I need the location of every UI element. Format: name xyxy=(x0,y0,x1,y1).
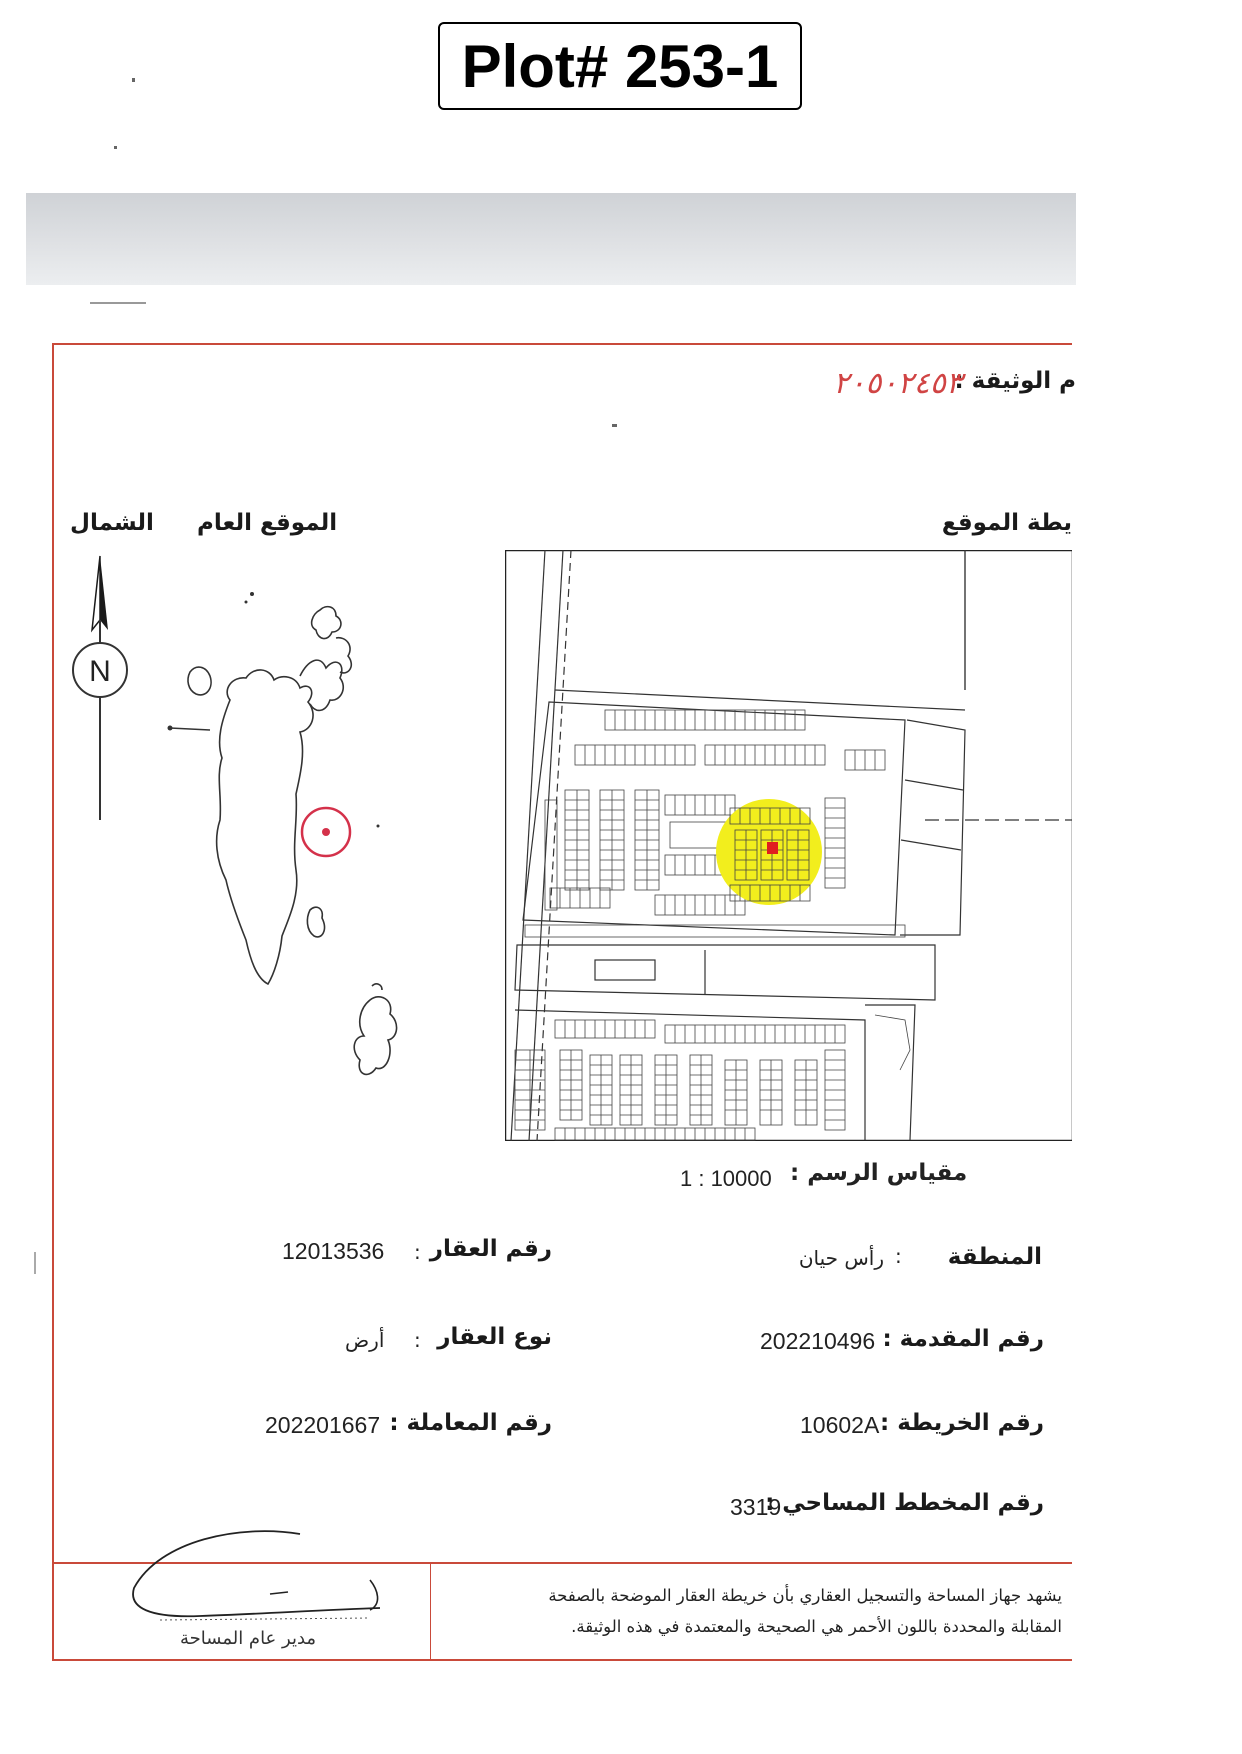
scan-speck xyxy=(132,78,135,82)
north-arrow-icon xyxy=(70,550,130,820)
signature-image xyxy=(120,1520,400,1630)
scan-shade-band xyxy=(26,193,1076,285)
scan-speck xyxy=(34,1252,36,1274)
application-number-label: رقم المقدمة : xyxy=(882,1326,1044,1352)
plot-marker xyxy=(767,842,778,854)
site-plan-map xyxy=(505,550,1072,1141)
area-value: رأس حيان xyxy=(798,1246,884,1270)
transaction-number-value: 202201667 xyxy=(265,1412,381,1438)
document-number-label: م الوثيقة : xyxy=(954,368,1076,394)
site-map-title: يطة الموقع xyxy=(941,510,1072,536)
certification-line-1: يشهد جهاز المساحة والتسجيل العقاري بأن خريطة العقار الموضحة بالصفحة xyxy=(548,1586,1062,1605)
transaction-number-label: رقم المعاملة : xyxy=(389,1410,552,1436)
area-colon: : xyxy=(895,1244,902,1268)
scan-speck xyxy=(90,302,146,304)
manager-title: مدير عام المساحة xyxy=(180,1628,317,1649)
general-location-map xyxy=(150,580,450,1120)
page-title: Plot# 253-1 xyxy=(438,22,802,110)
property-type-colon: : xyxy=(414,1328,421,1352)
survey-plan-value: 3319 xyxy=(730,1494,782,1520)
north-title: الشمال xyxy=(70,510,154,536)
application-number-value: 202210496 xyxy=(760,1328,876,1354)
area-label: المنطقة xyxy=(947,1244,1042,1270)
certification-line-2: المقابلة والمحددة باللون الأحمر هي الصحيحة والمعتمدة في هذه الوثيقة. xyxy=(571,1617,1062,1636)
property-type-label: نوع العقار xyxy=(437,1324,552,1350)
property-number-label: رقم العقار xyxy=(429,1236,552,1262)
property-number-colon: : xyxy=(414,1240,421,1264)
north-symbol: N xyxy=(89,655,111,688)
survey-plan-label: رقم المخطط المساحي : xyxy=(765,1490,1044,1516)
scale-value: 1 : 10000 xyxy=(680,1166,772,1191)
general-location-title: الموقع العام xyxy=(197,510,338,536)
map-number-value: 10602A xyxy=(800,1412,880,1438)
document-number-value: ٢٠٥٠٢٤٥٣ xyxy=(833,366,962,401)
footer-column-divider xyxy=(430,1562,431,1660)
location-dot xyxy=(322,828,330,836)
property-type-value: أرض xyxy=(345,1328,385,1352)
certification-text xyxy=(502,1580,1062,1642)
scale-label: مقياس الرسم : xyxy=(790,1160,968,1186)
map-number-label: رقم الخريطة : xyxy=(880,1410,1044,1436)
property-number-value: 12013536 xyxy=(282,1238,385,1264)
scan-speck xyxy=(114,146,117,149)
